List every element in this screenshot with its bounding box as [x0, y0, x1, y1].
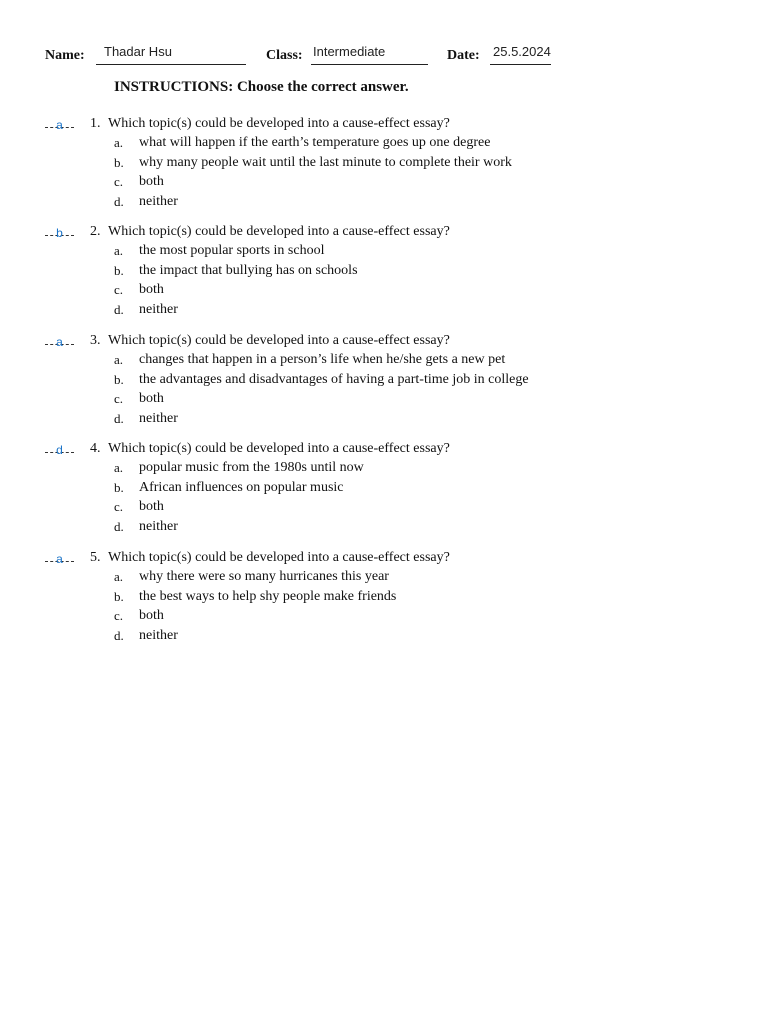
option-letter: a. [114, 460, 124, 475]
question-number: 1. [90, 116, 101, 131]
answer-blank[interactable] [45, 443, 74, 457]
option-row [0, 263, 768, 282]
option-row [0, 282, 768, 301]
name-label: Name: [45, 48, 85, 63]
question-1 [0, 116, 768, 216]
option-row [0, 519, 768, 538]
option-letter: d. [114, 411, 124, 426]
option-text: neither [139, 628, 178, 643]
question-2 [0, 224, 768, 324]
question-number: 4. [90, 441, 101, 456]
answer-blank[interactable] [45, 118, 74, 132]
option-row [0, 372, 768, 391]
answer-blank[interactable] [45, 226, 74, 240]
question-4 [0, 441, 768, 541]
answer-blank[interactable] [45, 335, 74, 349]
option-text: changes that happen in a person’s life when he/she gets a new pet [139, 352, 506, 367]
option-letter: a. [114, 569, 124, 584]
option-text: both [139, 282, 164, 297]
option-row [0, 480, 768, 499]
option-letter: d. [114, 519, 124, 534]
name-value: Thadar Hsu [104, 44, 172, 59]
option-text: both [139, 391, 164, 406]
header-line [0, 44, 768, 70]
option-text: why many people wait until the last minute to complete their work [139, 155, 512, 170]
option-row [0, 460, 768, 479]
option-text: both [139, 174, 164, 189]
option-row [0, 302, 768, 321]
option-row [0, 628, 768, 647]
option-letter: d. [114, 302, 124, 317]
option-text: popular music from the 1980s until now [139, 460, 364, 475]
option-text: the advantages and disadvantages of having a part-time job in college [139, 372, 529, 387]
option-text: neither [139, 302, 178, 317]
class-value: Intermediate [313, 44, 386, 59]
question-text: Which topic(s) could be developed into a cause-effect essay? [108, 224, 450, 239]
option-letter: b. [114, 480, 124, 495]
question-text: Which topic(s) could be developed into a cause-effect essay? [108, 116, 450, 131]
option-letter: d. [114, 628, 124, 643]
option-row [0, 411, 768, 430]
class-label: Class: [266, 48, 303, 63]
option-text: neither [139, 519, 178, 534]
option-row [0, 589, 768, 608]
option-row [0, 499, 768, 518]
option-row [0, 243, 768, 262]
answer-text: a [56, 335, 63, 349]
question-number: 2. [90, 224, 101, 239]
question-number: 3. [90, 333, 101, 348]
date-label: Date: [447, 48, 480, 63]
option-letter: c. [114, 608, 124, 623]
option-text: the impact that bullying has on schools [139, 263, 358, 278]
option-text: the most popular sports in school [139, 243, 325, 258]
question-text: Which topic(s) could be developed into a cause-effect essay? [108, 333, 450, 348]
option-row [0, 174, 768, 193]
instructions-heading: INSTRUCTIONS: Choose the correct answer. [114, 79, 409, 95]
date-field[interactable] [490, 44, 551, 65]
option-letter: a. [114, 135, 124, 150]
option-text: neither [139, 411, 178, 426]
answer-text: a [56, 552, 63, 566]
answer-text: a [56, 118, 63, 132]
option-row [0, 608, 768, 627]
option-text: the best ways to help shy people make friends [139, 589, 397, 604]
option-letter: b. [114, 263, 124, 278]
option-text: neither [139, 194, 178, 209]
option-row [0, 194, 768, 213]
option-text: both [139, 499, 164, 514]
option-letter: c. [114, 282, 124, 297]
question-3 [0, 333, 768, 433]
option-letter: b. [114, 155, 124, 170]
option-letter: b. [114, 372, 124, 387]
answer-text: d [56, 443, 63, 457]
answer-blank[interactable] [45, 552, 74, 566]
option-row [0, 391, 768, 410]
question-text: Which topic(s) could be developed into a cause-effect essay? [108, 550, 450, 565]
date-value: 25.5.2024 [493, 44, 551, 59]
answer-text: b [56, 226, 63, 240]
question-5 [0, 550, 768, 650]
option-row [0, 155, 768, 174]
class-field[interactable] [311, 44, 428, 65]
option-letter: a. [114, 243, 124, 258]
option-text: African influences on popular music [139, 480, 344, 495]
option-letter: c. [114, 499, 124, 514]
option-letter: a. [114, 352, 124, 367]
question-text: Which topic(s) could be developed into a cause-effect essay? [108, 441, 450, 456]
question-number: 5. [90, 550, 101, 565]
option-row [0, 135, 768, 154]
option-letter: c. [114, 174, 124, 189]
option-row [0, 352, 768, 371]
option-text: both [139, 608, 164, 623]
name-field[interactable] [96, 44, 246, 65]
option-text: what will happen if the earth’s temperature goes up one degree [139, 135, 491, 150]
option-letter: d. [114, 194, 124, 209]
option-letter: b. [114, 589, 124, 604]
option-letter: c. [114, 391, 124, 406]
option-row [0, 569, 768, 588]
option-text: why there were so many hurricanes this year [139, 569, 389, 584]
